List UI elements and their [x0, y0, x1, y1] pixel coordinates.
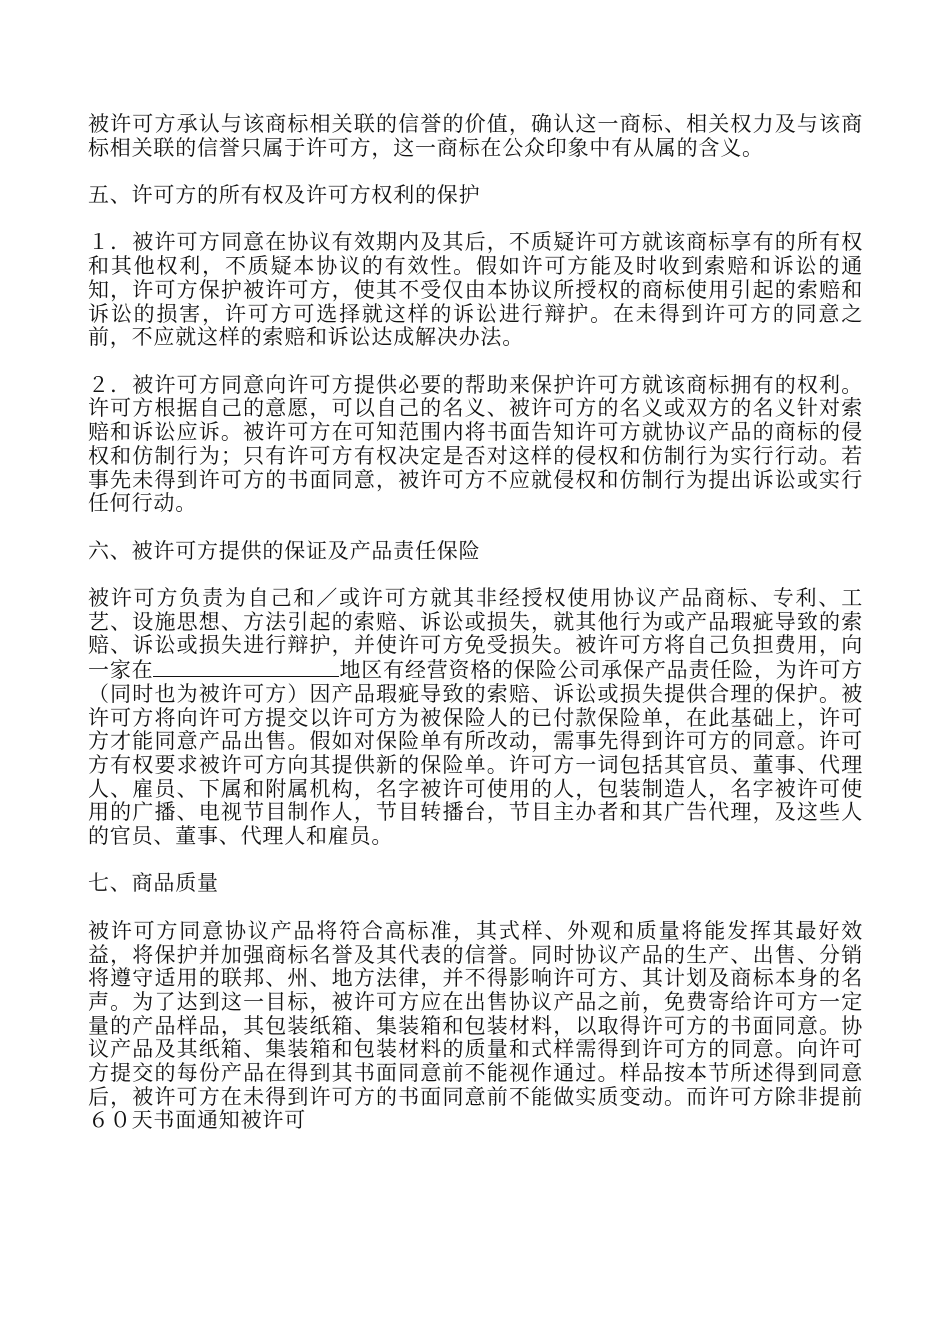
section-6-heading: 六、被许可方提供的保证及产品责任保险 [88, 538, 481, 563]
paragraph-gap [88, 160, 863, 184]
section-6-paragraph [88, 587, 863, 849]
document-page [88, 113, 863, 1133]
section-5-heading: 五、许可方的所有权及许可方权利的保护 [88, 183, 481, 208]
section-5-item-2: ２．被许可方同意向许可方提供必要的帮助来保护许可方就该商标拥有的权利。许可方根据自己的意愿，可以自己的名义、被许可方的名义或双方的名义针对索赔和诉讼应诉。被许可方在可知范围内将书面告知许可方就协议产品的商标的侵权和仿制行为；只有许可方有权决定是否对这样的侵权和仿制行为实行行动。若事先未得到许可方的书面同意，被许可方不应就侵权和仿制行为提出诉讼或实行任何行动。 [88, 372, 863, 516]
intro-paragraph: 被许可方承认与该商标相关联的信誉的价值，确认这一商标、相关权力及与该商标相关联的信誉只属于许可方，这一商标在公众印象中有从属的含义。 [88, 112, 863, 160]
section-5-item-1: １．被许可方同意在协议有效期内及其后，不质疑许可方就该商标享有的所有权和其他权利，不质疑本协议的有效性。假如许可方能及时收到索赔和诉讼的通知，许可方保护被许可方，使其不受仅由本协议所授权的商标使用引起的索赔和诉讼的损害，许可方可选择就这样的诉讼进行辩护。在未得到许可方的同意之前，不应就这样的索赔和诉讼达成解决办法。 [88, 230, 863, 350]
fill-in-blank-line [153, 658, 339, 677]
paragraph-gap [88, 849, 863, 873]
section-6-text-after-blank: 地区有经营资格的保险公司承保产品责任险，为许可方（同时也为被许可方）因产品瑕疵导致的索赔、诉讼或损失提供合理的保护。被许可方将向许可方提交以许可方为被保险人的已付款保险单，在此基础上，许可方才能同意产品出售。假如对保险单有所改动，需事先得到许可方的同意。许可方有权要求被许可方向其提供新的保险单。许可方一词包括其官员、董事、代理人、雇员、下属和附属机构，名字被许可使用的人，包装制造人，名字被许可使用的广播、电视节目制作人，节目转播台，节目主办者和其广告代理，及这些人的官员、董事、代理人和雇员。 [88, 658, 863, 849]
paragraph-gap [88, 350, 863, 374]
section-7-paragraph: 被许可方同意协议产品将符合高标准，其式样、外观和质量将能发挥其最好效益，将保护并加强商标名誉及其代表的信誉。同时协议产品的生产、出售、分销将遵守适用的联邦、州、地方法律，并不得影响许可方、其计划及商标本身的名声。为了达到这一目标，被许可方应在出售协议产品之前，免费寄给许可方一定量的产品样品，其包装纸箱、集装箱和包装材料，以取得许可方的书面同意。协议产品及其纸箱、集装箱和包装材料的质量和式样需得到许可方的同意。向许可方提交的每份产品在得到其书面同意前不能视作通过。样品按本节所述得到同意后，被许可方在未得到许可方的书面同意前不能做实质变动。而许可方除非提前６０天书面通知被许可 [88, 918, 863, 1133]
section-7-heading: 七、商品质量 [88, 871, 219, 896]
paragraph-gap [88, 208, 863, 232]
paragraph-gap [88, 896, 863, 920]
paragraph-gap [88, 516, 863, 540]
section-6-text-before-blank: 被许可方负责为自己和／或许可方就其非经授权使用协议产品商标、专利、工艺、设施思想、方法引起的索赔、诉讼或损失，就其他行为或产品瑕疵导致的索赔、诉讼或损失进行辩护，并使许可方免受损失。被许可方将自己负担费用，向一家在 [88, 585, 863, 683]
paragraph-gap [88, 563, 863, 587]
